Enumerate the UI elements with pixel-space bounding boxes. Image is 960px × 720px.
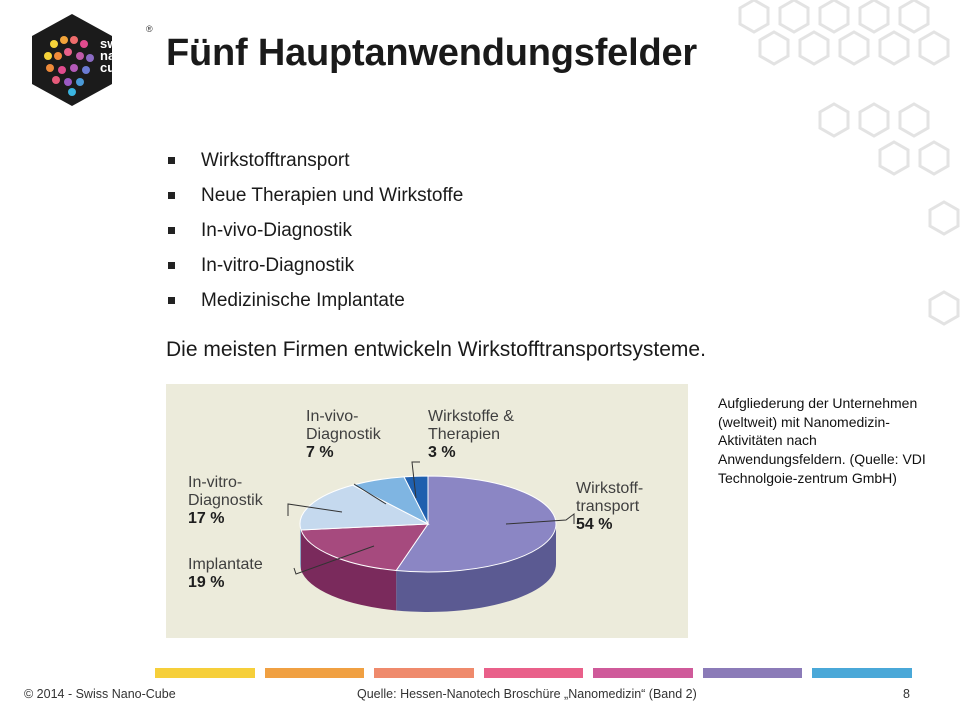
logo-hexagon-icon bbox=[24, 12, 160, 108]
summary-text: Die meisten Firmen entwickeln Wirkstofftransportsysteme. bbox=[166, 338, 706, 361]
square-bullet-icon bbox=[168, 227, 175, 234]
logo-wordmark bbox=[100, 38, 135, 74]
bullet-text: Wirkstofftransport bbox=[201, 150, 350, 171]
label-wirkstoffe-therapien: Wirkstoffe & Therapien 3 % bbox=[428, 408, 514, 461]
label-in-vitro-diagnostik: In-vitro- Diagnostik 17 % bbox=[188, 474, 263, 527]
chart-caption: Aufgliederung der Unternehmen (weltweit) mit Nanomedizin-Aktivitäten nach Anwendungsfeldern. (Quelle: VDI Technolgoie-zentrum GmbH) bbox=[718, 395, 926, 486]
registered-mark: ® bbox=[146, 24, 153, 34]
logo-word-nano: nano bbox=[100, 48, 132, 63]
footer-color-bars bbox=[155, 668, 912, 678]
bullet-item bbox=[168, 218, 463, 253]
footer-bar-4 bbox=[484, 668, 584, 678]
footer-copyright: © 2014 - Swiss Nano-Cube bbox=[24, 687, 176, 701]
page-number: 8 bbox=[903, 687, 910, 701]
label-in-vivo-diagnostik: In-vivo- Diagnostik 7 % bbox=[306, 408, 381, 461]
bullet-item bbox=[168, 148, 463, 183]
bullet-item bbox=[168, 288, 463, 323]
slide-title: Fünf Hauptanwendungsfelder bbox=[166, 32, 698, 74]
footer-bar-1 bbox=[155, 668, 255, 678]
bullet-text: Medizinische Implantate bbox=[201, 290, 405, 311]
square-bullet-icon bbox=[168, 157, 175, 164]
bullet-list bbox=[168, 148, 463, 323]
footer-bar-6 bbox=[703, 668, 803, 678]
bullet-text: In-vivo-Diagnostik bbox=[201, 220, 352, 241]
footer-bar-2 bbox=[265, 668, 365, 678]
logo-word-swiss: swiss bbox=[100, 36, 136, 51]
bullet-text: In-vitro-Diagnostik bbox=[201, 255, 355, 276]
square-bullet-icon bbox=[168, 262, 175, 269]
label-implantate: Implantate 19 % bbox=[188, 556, 263, 591]
square-bullet-icon bbox=[168, 192, 175, 199]
footer-bar-5 bbox=[593, 668, 693, 678]
footer-source: Quelle: Hessen-Nanotech Broschüre „Nanomedizin“ (Band 2) bbox=[357, 687, 697, 701]
footer-bar-7 bbox=[812, 668, 912, 678]
bullet-item bbox=[168, 253, 463, 288]
pie-chart bbox=[166, 384, 688, 638]
bullet-item bbox=[168, 183, 463, 218]
label-wirkstofftransport: Wirkstoff- transport 54 % bbox=[576, 480, 644, 533]
swiss-nano-cube-logo bbox=[24, 12, 160, 108]
footer-bar-3 bbox=[374, 668, 474, 678]
bullet-text: Neue Therapien und Wirkstoffe bbox=[201, 185, 464, 206]
logo-word-cube: cube bbox=[100, 60, 131, 75]
square-bullet-icon bbox=[168, 297, 175, 304]
